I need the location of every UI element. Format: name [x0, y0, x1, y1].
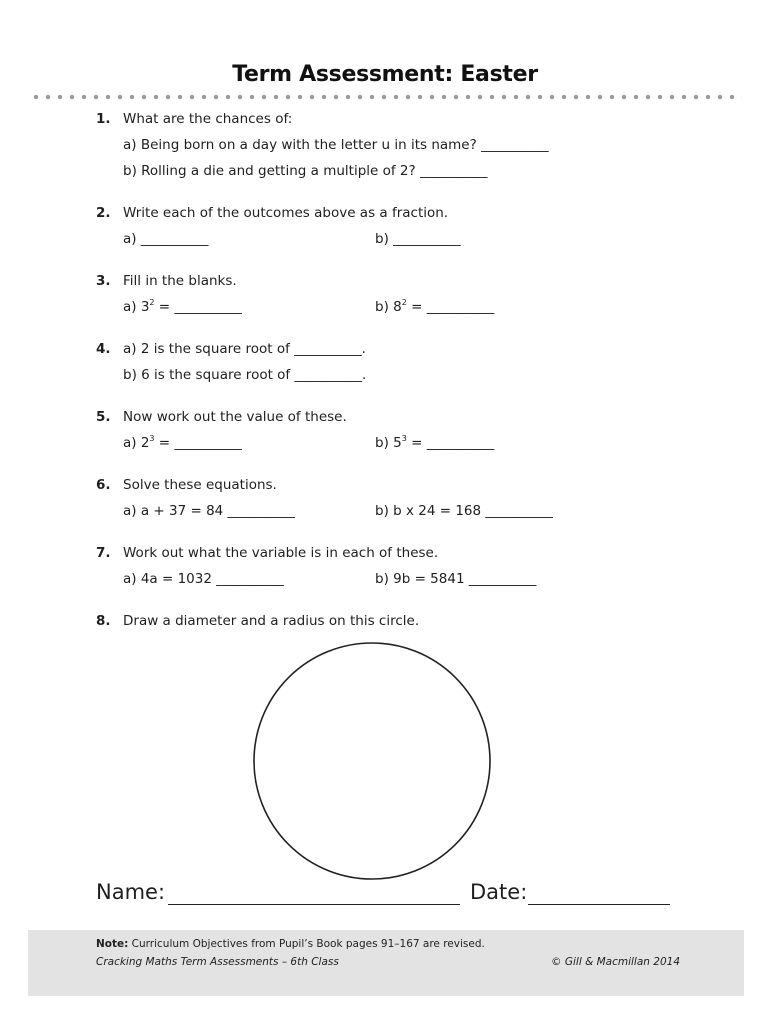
question-2-part-b: b) __________	[375, 231, 461, 247]
question-5-part-a	[123, 430, 242, 456]
exponent: 2	[401, 298, 407, 307]
answer-blank: = __________	[406, 435, 495, 451]
question-number: 4.	[96, 341, 111, 357]
date-write-line	[528, 904, 670, 905]
note-text: Curriculum Objectives from Pupil’s Book pages 91–167 are revised.	[128, 938, 485, 950]
page-title: Term Assessment: Easter	[232, 62, 538, 87]
question-3-part-a	[123, 294, 242, 320]
base: a) 3	[123, 299, 150, 315]
footer-note	[96, 938, 485, 950]
question-number: 3.	[96, 273, 111, 289]
question-2	[0, 200, 770, 252]
name-write-line	[168, 904, 460, 905]
question-5	[0, 404, 770, 456]
name-date-section	[0, 880, 770, 912]
question-3-part-b	[375, 294, 494, 320]
question-3	[0, 268, 770, 320]
question-7-part-a: a) 4a = 1032 __________	[123, 571, 284, 587]
circle-graphic	[251, 640, 493, 882]
question-text: Fill in the blanks.	[123, 273, 237, 289]
question-1-part-a: a) Being born on a day with the letter u in its name? __________	[123, 137, 549, 153]
question-number: 1.	[96, 111, 111, 127]
base: b) 8	[375, 299, 402, 315]
exponent: 3	[149, 434, 155, 443]
footer-series: Cracking Maths Term Assessments – 6th Class	[96, 956, 339, 968]
question-7	[0, 540, 770, 592]
question-number: 8.	[96, 613, 111, 629]
base: b) 5	[375, 435, 402, 451]
question-4-part-b: b) 6 is the square root of __________.	[123, 367, 367, 383]
question-6	[0, 472, 770, 524]
question-text: Now work out the value of these.	[123, 409, 347, 425]
question-text: Solve these equations.	[123, 477, 277, 493]
drawing-circle	[251, 640, 493, 882]
answer-blank: = __________	[406, 299, 495, 315]
question-number: 5.	[96, 409, 111, 425]
question-text: Work out what the variable is in each of these.	[123, 545, 439, 561]
page-footer	[28, 930, 744, 996]
question-7-part-b: b) 9b = 5841 __________	[375, 571, 537, 587]
question-text: What are the chances of:	[123, 111, 293, 127]
question-text: Write each of the outcomes above as a fraction.	[123, 205, 449, 221]
question-number: 2.	[96, 205, 111, 221]
question-4	[0, 336, 770, 388]
exponent: 2	[149, 298, 155, 307]
footer-copyright: © Gill & Macmillan 2014	[551, 956, 680, 968]
date-label: Date:	[470, 880, 528, 904]
exponent: 3	[401, 434, 407, 443]
question-8	[0, 608, 770, 634]
note-label: Note:	[96, 938, 129, 950]
answer-blank: = __________	[154, 435, 242, 451]
question-2-part-a: a) __________	[123, 231, 209, 247]
question-number: 7.	[96, 545, 111, 561]
name-label: Name:	[96, 880, 166, 904]
question-6-part-b: b) b x 24 = 168 __________	[375, 503, 553, 519]
question-1	[0, 106, 770, 184]
question-5-part-b	[375, 430, 494, 456]
dotted-divider	[30, 93, 742, 101]
answer-blank: = __________	[154, 299, 242, 315]
question-4-part-a: a) 2 is the square root of __________.	[123, 341, 366, 357]
question-text: Draw a diameter and a radius on this circle.	[123, 613, 420, 629]
question-6-part-a: a) a + 37 = 84 __________	[123, 503, 296, 519]
question-number: 6.	[96, 477, 111, 493]
question-1-part-b: b) Rolling a die and getting a multiple of 2? __________	[123, 163, 488, 179]
base: a) 2	[123, 435, 150, 451]
